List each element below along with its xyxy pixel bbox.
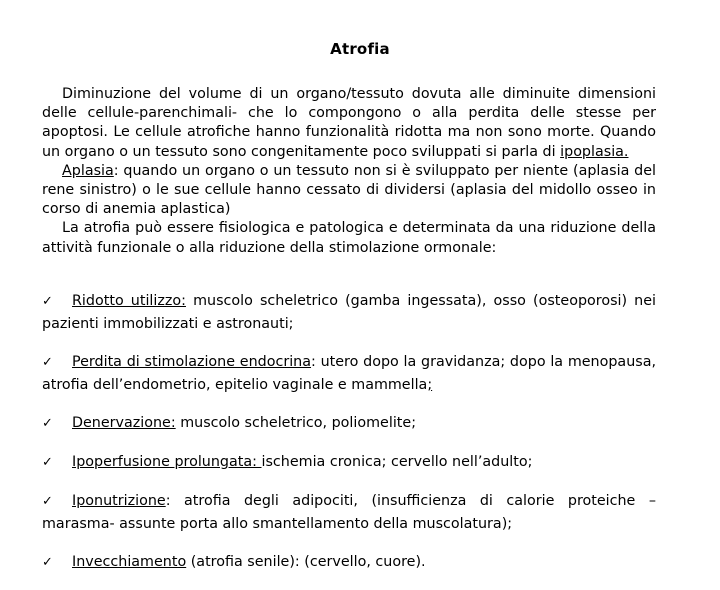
checkmark-icon: ✓ [42,455,53,470]
list-item-term: Iponutrizione [72,493,166,509]
list-item-text: muscolo scheletrico (gamba ingessata), osso (osteoporosi) nei pazienti immobilizzati e astronauti; [42,293,657,332]
aplasia-text: : quando un organo o un tessuto non si è sviluppato per niente (aplasia del rene sinistro) o le sue cellule hanno cessato di dividersi (aplasia del midollo osseo in corso di anemia aplastica) [42,162,656,218]
term-ipoplasia: ipoplasia. [560,143,629,160]
list-item-text: : atrofia degli adipociti, (insufficienza di calorie proteiche – marasma- assunte porta allo smantellamento della muscolatura); [42,493,656,532]
list-item [42,412,656,435]
causes-intro-text: La atrofia può essere fisiologica e patologica e determinata da una riduzione della attività funzionale o alla riduzione della stimolazione ormonale: [42,220,656,256]
checkmark-icon: ✓ [42,416,53,431]
list-item-term: Perdita di stimolazione endocrina [72,354,312,370]
definition-text [42,85,656,258]
causes-list [42,290,656,590]
list-item [42,490,656,535]
list-item-term: Denervazione: [72,415,176,431]
list-item-term: Ipoperfusione prolungata: [72,454,262,470]
page-title: Atrofia [330,40,390,58]
list-item-term: Invecchiamento [72,554,187,570]
definition-text-body: Diminuzione del volume di un organo/tessuto dovuta alle diminuite dimensioni delle cellule-parenchimali- che lo compongono o alla perdita delle stesse per apoptosi. Le cellule atrofiche hanno funzionalità ridotta ma non sono morte. Quando un organo o un tessuto sono congenitamente poco sviluppati si parla di [42,86,656,160]
list-item-term: Ridotto utilizzo: [72,293,186,309]
checkmark-icon: ✓ [42,355,53,370]
checkmark-icon: ✓ [42,294,53,309]
term-aplasia: Aplasia [62,162,114,179]
paragraph-causes-intro [42,219,656,257]
list-item [42,351,656,396]
paragraph-definition [42,85,656,162]
checkmark-icon: ✓ [42,494,53,509]
list-item [42,451,656,474]
list-item [42,551,656,574]
list-item-text: (atrofia senile): (cervello, cuore). [186,554,426,570]
paragraph-aplasia [42,162,656,220]
list-item [42,290,656,335]
list-item-text: muscolo scheletrico, poliomelite; [175,415,417,431]
list-item-tail: ; [427,377,433,393]
list-item-text: : utero dopo la gravidanza; dopo la menopausa, atrofia dell’endometrio, epitelio vaginale e mammella [42,354,657,393]
list-item-text: ischemia cronica; cervello nell’adulto; [261,454,533,470]
checkmark-icon: ✓ [42,555,53,570]
